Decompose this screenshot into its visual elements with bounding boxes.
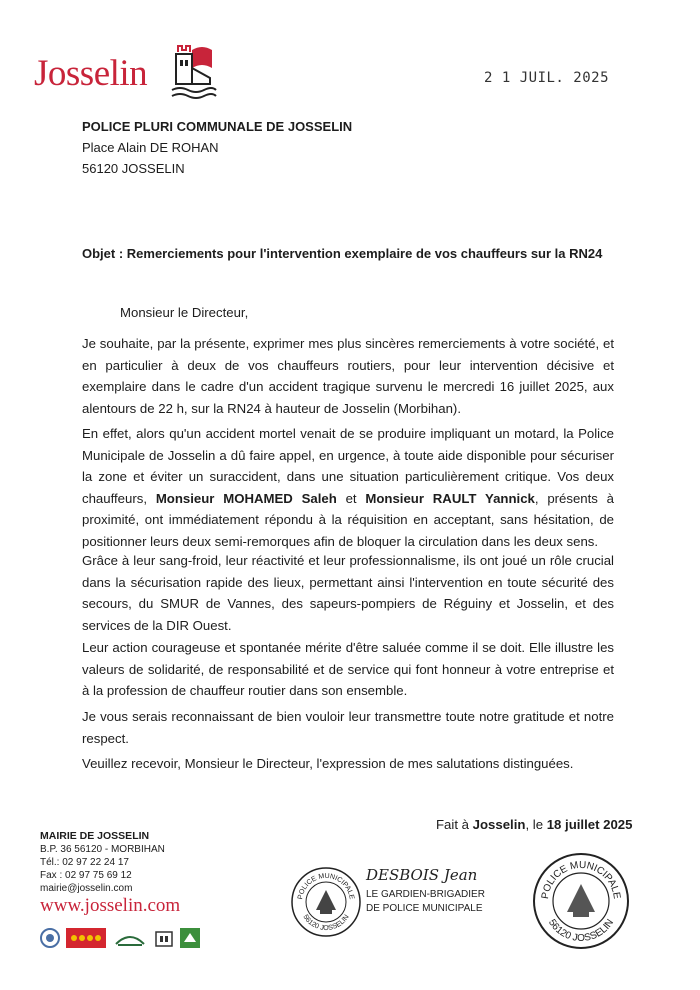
paragraph-4: Leur action courageuse et spontanée mérite d'être saluée comme il se doit. Elle illustre les valeurs de solidarité, de responsabilité et de service qui font honneur à votre entreprise et à la profession de chauffeur routier dans son ensemble. [82, 640, 614, 699]
paragraph-2-end: , présents à proximité, ont immédiatement répondu à la réquisition en acceptant, sans hésitation, de positionner leurs deux semi-remorques afin de bloquer la circulation dans les deux sens. [82, 490, 615, 549]
seal-large-top: POLICE MUNICIPALE [539, 859, 623, 900]
signature-name: DESBOIS Jean [366, 866, 478, 884]
castle-logo-icon [168, 42, 218, 104]
paragraph-1: Je souhaite, par la présente, exprimer mes plus sincères remerciements à votre société, et en particulier à deux de vos chauffeurs routiers, pour leur intervention décisive et exemplaire dans le cadre d'un accident tragique survenu le mercredi 16 juillet 2025, aux alentours de 22 h, sur la RN24 à hauteur de Josselin (Morbihan). [82, 336, 614, 416]
driver-name-2: Monsieur RAULT Yannick [365, 490, 535, 506]
mairie-contact-block [40, 830, 165, 895]
done-place: Josselin [472, 817, 526, 832]
letter-object: Objet : Remerciements pour l'intervention exemplaire de vos chauffeurs sur la RN24 [82, 246, 603, 261]
done-prefix: Fait à [436, 817, 469, 832]
heritage-badge-icon [154, 928, 174, 948]
mairie-phone: Tél.: 02 97 22 24 17 [40, 857, 129, 868]
signature-title [366, 888, 485, 916]
police-seal-large-icon [532, 852, 630, 950]
sender-city: 56120 JOSSELIN [82, 161, 185, 176]
salutation: Monsieur le Directeur, [120, 305, 249, 320]
done-date: 18 juillet 2025 [546, 817, 633, 832]
paragraph-6: Veuillez recevoir, Monsieur le Directeur, l'expression de mes salutations distinguées. [82, 756, 574, 771]
sender-address [82, 116, 352, 179]
police-seal-small-icon [290, 866, 362, 938]
seal-badge-icon [40, 928, 60, 948]
seal-small-top: POLICE MUNICIPALE [297, 872, 355, 901]
seal-small-bottom: 56120 JOSSELIN [301, 913, 351, 933]
website-link[interactable]: www.josselin.com [40, 895, 181, 916]
nature-badge-icon [180, 928, 200, 948]
seal-large-bottom: 56120 JOSSELIN [545, 917, 617, 944]
driver-name-1: Monsieur MOHAMED Saleh [155, 490, 337, 506]
signature-title-1: LE GARDIEN-BRIGADIER [366, 889, 485, 900]
signature-title-2: DE POLICE MUNICIPALE [366, 903, 483, 914]
josselin-logo-text: Josselin [34, 53, 148, 94]
mairie-fax: Fax : 02 97 75 69 12 [40, 870, 132, 881]
cites-bretagne-badge-icon [112, 928, 148, 948]
paragraph-5: Je vous serais reconnaissant de bien vouloir leur transmettre toute notre gratitude et notre respect. [82, 709, 614, 746]
label-badges [40, 928, 200, 948]
mairie-name: MAIRIE DE JOSSELIN [40, 830, 150, 842]
mairie-email: mairie@josselin.com [40, 883, 133, 894]
place-and-date [436, 817, 632, 832]
paragraph-2-and: et [345, 490, 357, 506]
paragraph-3: Grâce à leur sang-froid, leur réactivité et leur professionnalisme, ils ont joué un rôle crucial dans la sécurisation rapide des lieux, permettant ainsi l'intervention en toute sécurité des secours, du SMUR de Vannes, des sapeurs-pompiers de Réguiny et Josselin, et des services de la DIR Ouest. [82, 553, 614, 633]
villes-fleuries-badge-icon [66, 928, 106, 948]
mairie-bp: B.P. 36 56120 - MORBIHAN [40, 844, 165, 855]
received-date-stamp: 2 1 JUIL. 2025 [484, 70, 610, 86]
sender-street: Place Alain DE ROHAN [82, 140, 219, 155]
done-mid: , le [525, 817, 544, 832]
paragraph-2-start: En effet, alors qu'un accident mortel venait de se produire impliquant un motard, la Police Municipale de Josselin a dû faire appel, en urgence, à toute aide disponible pour sécuriser la zone et éviter un suraccident, dans une situation particulièrement critique. Vos deux chauffeurs, [82, 426, 614, 506]
sender-organization: POLICE PLURI COMMUNALE DE JOSSELIN [82, 119, 353, 134]
paragraph-2 [82, 423, 614, 553]
